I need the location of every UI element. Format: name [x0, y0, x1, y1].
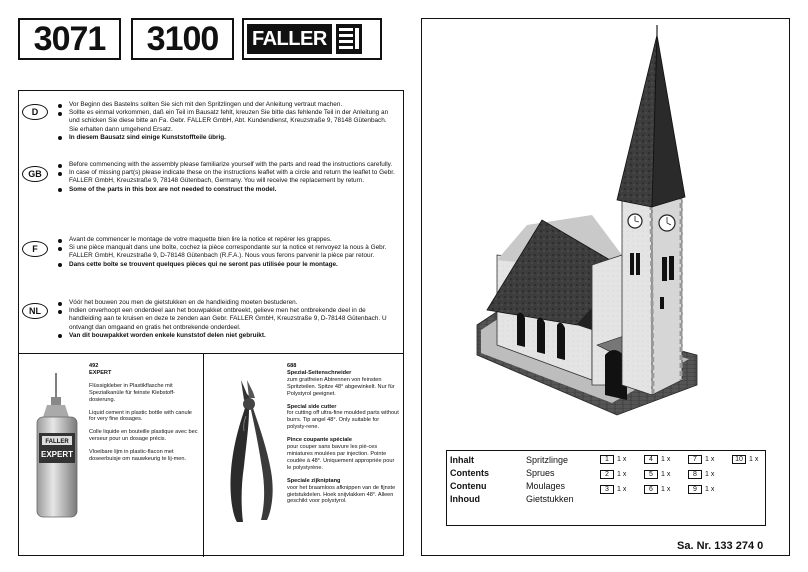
sprue-qty: 1 x [705, 456, 715, 463]
sprue-number: 3 [600, 485, 614, 494]
sprue-number: 2 [600, 470, 614, 479]
sprue-qty: 1 x [617, 456, 627, 463]
section-divider [19, 353, 403, 354]
sprue-number: 1 [600, 455, 614, 464]
contents-label: Contenu [450, 481, 487, 491]
contents-row [447, 494, 765, 506]
cutter-text: pour couper sans bavure les piè-ces miniatures moulées par injection. Pointe coudée à 48°. Uniquement appropriée pour le polystyrène. [287, 444, 395, 471]
bullet-item: Before commencing with the assembly please familiarize yourself with the parts and read the instructions carefully. [58, 161, 395, 169]
lang-badge-de: D [22, 104, 48, 120]
sprue-number: 10 [732, 455, 746, 464]
cutter-heading: Speciale zijkniptang [287, 477, 341, 484]
sprue-qty: 1 x [705, 486, 715, 493]
bullet-item: Vor Beginn des Bastelns sollten Sie sich mit den Spritzlingen und der Anleitung vertraut machen. [58, 101, 395, 109]
sprue-number: 5 [644, 470, 658, 479]
product-panel [421, 18, 790, 556]
sprue-qty: 1 x [705, 471, 715, 478]
bullet-item: Sollte es einmal vorkommen, daß ein Teil im Bausatz fehlt, kreuzen Sie bitte das fehlende Teil in der Anleitung an und schicken Sie diese bitte an Fa. Gebr. FALLER GmbH, Abt. Kundendienst, Kreuzstraße 9, 78148 Gütenbach. Sie erhalten dann umgehend Ersatz. [58, 109, 395, 134]
bullet-list-nl [58, 299, 395, 340]
side-cutter-illustration [211, 376, 286, 526]
contents-label: Inhoud [450, 494, 480, 504]
contents-value: Moulages [526, 481, 566, 491]
sprue-qty: 1 x [661, 471, 671, 478]
glue-number: 492 [89, 363, 99, 369]
contents-value: Sprues [526, 468, 555, 478]
product-number-2: 3100 [146, 19, 219, 58]
glue-paragraph: Colle liquide en bouteille plastique avec bec verseur pour un dosage précis. [89, 429, 198, 443]
sprue-number: 8 [688, 470, 702, 479]
article-number: Sa. Nr. 133 274 0 [677, 540, 764, 552]
bottle-label-name: EXPERT [40, 450, 74, 459]
bottle-label-brand: FALLER [45, 439, 69, 445]
bullet-item: Avant de commencer le montage de votre maquette bien lire la notice et repérer les grappes. [58, 236, 395, 244]
glue-name: EXPERT [89, 369, 112, 376]
sprue-cell [688, 470, 763, 479]
glue-paragraph: Liquid cement in plastic bottle with canule for very fine dosages. [89, 409, 192, 423]
bullet-item: Indien onverhoopt een onderdeel aan het bouwpakket ontbreekt, gelieve men het ontbrekende deel in de handleiding aan te kruisen en deze te zenden aan Gebr. FALLER GmbH, Kreuzstraße 9, D-78148 Gütenbach. U ontvangt dan omgaand en gratis het ontbrekende onderdeel. [58, 307, 395, 332]
cutter-number: 688 [287, 363, 297, 369]
cutter-text: voor het braamloos afknippen van de fijnste gietstukdelen. Hoek snijvlakken 48°. Alleen geschikt voor polystyrol. [287, 484, 396, 505]
bullet-item: Vóór het bouwen zou men de gietstukken en de handleiding moeten bestuderen. [58, 299, 395, 307]
bullet-item: In case of missing part(s) please indicate these on the instructions leaflet with a circle and return the leaflet to Gebr. FALLER GmbH, Kreuzstraße 9, 78148 Gütenbach, Germany. You will receive the replacement by return. [58, 169, 395, 185]
cutter-heading: Pince coupante spéciale [287, 437, 352, 444]
sprue-qty: 1 x [617, 471, 627, 478]
glue-description [89, 363, 199, 469]
church-model-illustration [467, 25, 727, 435]
lang-badge-nl: NL [22, 303, 48, 319]
contents-value: Spritzlinge [526, 455, 569, 465]
bullet-item: Some of the parts in this box are not needed to construct the model. [58, 186, 395, 194]
logo-mark-icon [336, 24, 362, 54]
lang-badge-gb: GB [22, 166, 48, 182]
sprue-qty: 1 x [749, 456, 759, 463]
cutter-heading: Special side cutter [287, 403, 337, 410]
sprue-number: 4 [644, 455, 658, 464]
bullet-item: Dans cette boîte se trouvent quelques pièces qui ne seront pas utilisée pour le montage. [58, 261, 395, 269]
contents-table [446, 450, 766, 526]
product-number-box-1 [18, 18, 121, 60]
sprue-number: 6 [644, 485, 658, 494]
sprue-qty: 1 x [617, 486, 627, 493]
bullet-list-gb [58, 161, 395, 194]
glue-bottle-illustration [29, 371, 84, 521]
glue-paragraph: Vloeibare lijm in plastic-flacon met doseerbuisje om nauwkeurig te lij-men. [89, 449, 187, 463]
bullet-list-de [58, 101, 395, 142]
bullet-item: Si une pièce manquait dans une boîte, cochez la pièce correspondante sur la notice et renvoyez la nous à Gebr. FALLER GmbH, Kreuzstraße 9, D-78148 Gütenbach (R.F.A.). Nous vous ferons parvenir la pièce par retour. [58, 244, 395, 260]
brand-name: FALLER [247, 24, 332, 54]
section-divider [203, 353, 204, 557]
bullet-item: In diesem Bausatz sind einige Kunststoffteile übrig. [58, 134, 395, 142]
instructions-panel [18, 90, 404, 556]
glue-paragraph: Flüssigkleber in Plastikflasche mit Spezialkanüle für feinste Klebstoff-dosierung. [89, 382, 176, 403]
cutter-text: for cutting off ultra-fine moulded parts without burrs. Tip angel 48°. Only suitable for polysty-rene. [287, 410, 399, 431]
bullet-item: Van dit bouwpakket worden enkele kunststof delen niet gebruikt. [58, 332, 395, 340]
sprue-qty: 1 x [661, 486, 671, 493]
sprue-qty: 1 x [661, 456, 671, 463]
cutter-name: Spezial-Seitenschneider [287, 369, 352, 376]
cutter-text: zum gratfreien Abtrennen von feinsten Spritzteilen. Spitze 48° abgewinkelt. Nur für Polystyrol geeignet. [287, 376, 395, 397]
contents-value: Gietstukken [526, 494, 574, 504]
bullet-list-fr [58, 236, 395, 269]
cutter-description [287, 363, 399, 511]
sprue-cell [732, 455, 807, 464]
product-number-box-2 [131, 18, 234, 60]
lang-badge-fr: F [22, 241, 48, 257]
faller-logo [242, 18, 382, 60]
sprue-number: 7 [688, 455, 702, 464]
product-number-1: 3071 [33, 19, 106, 58]
contents-label: Contents [450, 468, 489, 478]
contents-label: Inhalt [450, 455, 474, 465]
sprue-cell [688, 485, 763, 494]
sprue-number: 9 [688, 485, 702, 494]
